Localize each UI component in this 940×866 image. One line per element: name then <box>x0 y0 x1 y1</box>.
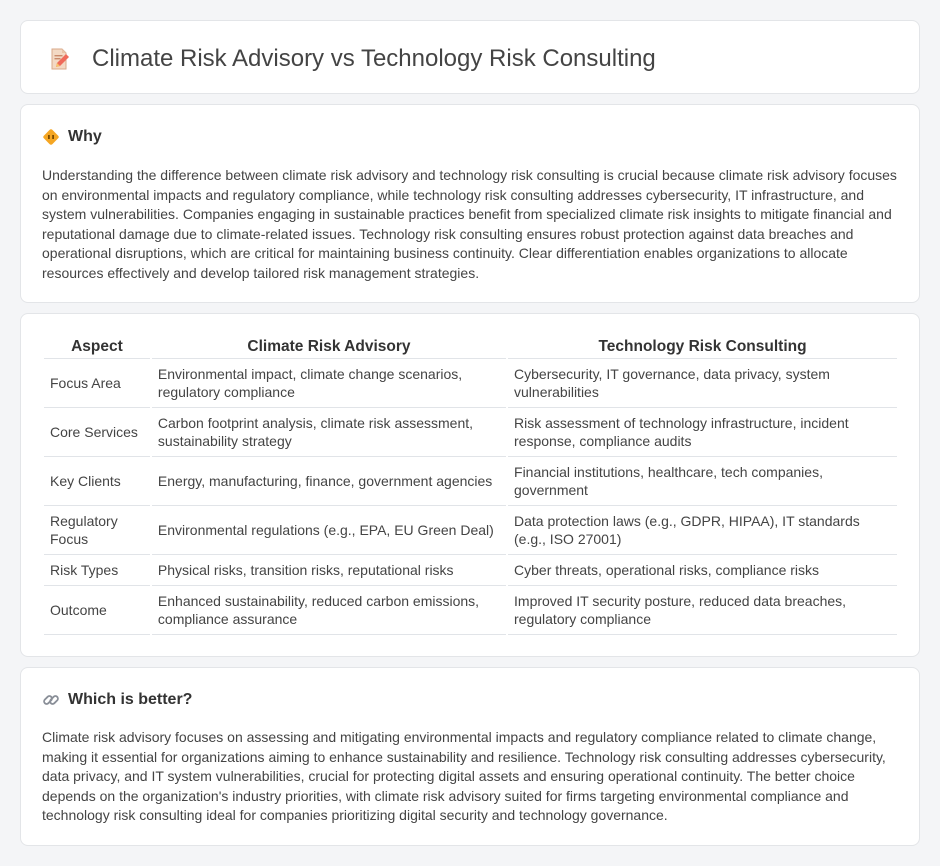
table-cell: Cyber threats, operational risks, compliance risks <box>508 555 897 586</box>
column-header: Technology Risk Consulting <box>508 334 897 359</box>
link-icon <box>42 691 60 709</box>
table-cell: Carbon footprint analysis, climate risk assessment, sustainability strategy <box>152 408 506 457</box>
column-header: Aspect <box>44 334 150 359</box>
table-cell: Physical risks, transition risks, reputational risks <box>152 555 506 586</box>
comparison-table <box>42 334 899 635</box>
table-cell: Environmental impact, climate change scenarios, regulatory compliance <box>152 359 506 408</box>
document-pencil-icon <box>47 47 71 71</box>
table-cell: Regulatory Focus <box>44 506 150 555</box>
why-title: Why <box>68 128 102 145</box>
table-cell: Risk Types <box>44 555 150 586</box>
which-is-better-title: Which is better? <box>68 691 193 708</box>
table-row <box>44 555 897 586</box>
comparison-section <box>20 313 920 657</box>
header-card <box>20 20 920 94</box>
column-header: Climate Risk Advisory <box>152 334 506 359</box>
which-is-better-text: Climate risk advisory focuses on assessing and mitigating environmental impacts and regulatory compliance related to climate change, making it essential for organizations aiming to enhance sustainability and resilience. Technology risk consulting addresses cybersecurity, data privacy, and IT system vulnerabilities, crucial for protecting digital assets and ensuring operational continuity. The better choice depends on the organization's industry priorities, with climate risk advisory suited for firms targeting environmental compliance and technology risk consulting ideal for companies prioritizing digital security and technology governance. <box>42 729 886 823</box>
table-cell: Enhanced sustainability, reduced carbon emissions, compliance assurance <box>152 586 506 635</box>
table-row <box>44 586 897 635</box>
diamond-sign-icon <box>42 128 60 146</box>
page-title: Climate Risk Advisory vs Technology Risk Consulting <box>92 45 656 72</box>
table-row <box>44 359 897 408</box>
table-row <box>44 506 897 555</box>
table-cell: Improved IT security posture, reduced data breaches, regulatory compliance <box>508 586 897 635</box>
table-cell: Outcome <box>44 586 150 635</box>
table-row <box>44 457 897 506</box>
table-cell: Financial institutions, healthcare, tech companies, government <box>508 457 897 506</box>
table-cell: Risk assessment of technology infrastructure, incident response, compliance audits <box>508 408 897 457</box>
table-cell: Cybersecurity, IT governance, data privacy, system vulnerabilities <box>508 359 897 408</box>
table-cell: Focus Area <box>44 359 150 408</box>
table-header-row <box>44 334 897 359</box>
table-cell: Core Services <box>44 408 150 457</box>
which-is-better-section <box>20 667 920 846</box>
table-cell: Key Clients <box>44 457 150 506</box>
table-row <box>44 408 897 457</box>
table-cell: Energy, manufacturing, finance, government agencies <box>152 457 506 506</box>
why-text: Understanding the difference between climate risk advisory and technology risk consulting is crucial because climate risk advisory focuses on environmental impacts and regulatory compliance, while technology risk consulting addresses cybersecurity, IT infrastructure, and system vulnerabilities. Companies engaging in sustainable practices benefit from specialized climate risk insights to mitigate financial and reputational damage due to climate-related issues. Technology risk consulting ensures robust protection against data breaches and operational disruptions, which are critical for maintaining business continuity. Clear differentiation enables organizations to allocate resources effectively and develop tailored risk management strategies. <box>42 167 897 281</box>
table-cell: Data protection laws (e.g., GDPR, HIPAA), IT standards (e.g., ISO 27001) <box>508 506 897 555</box>
why-section <box>20 104 920 303</box>
table-cell: Environmental regulations (e.g., EPA, EU Green Deal) <box>152 506 506 555</box>
